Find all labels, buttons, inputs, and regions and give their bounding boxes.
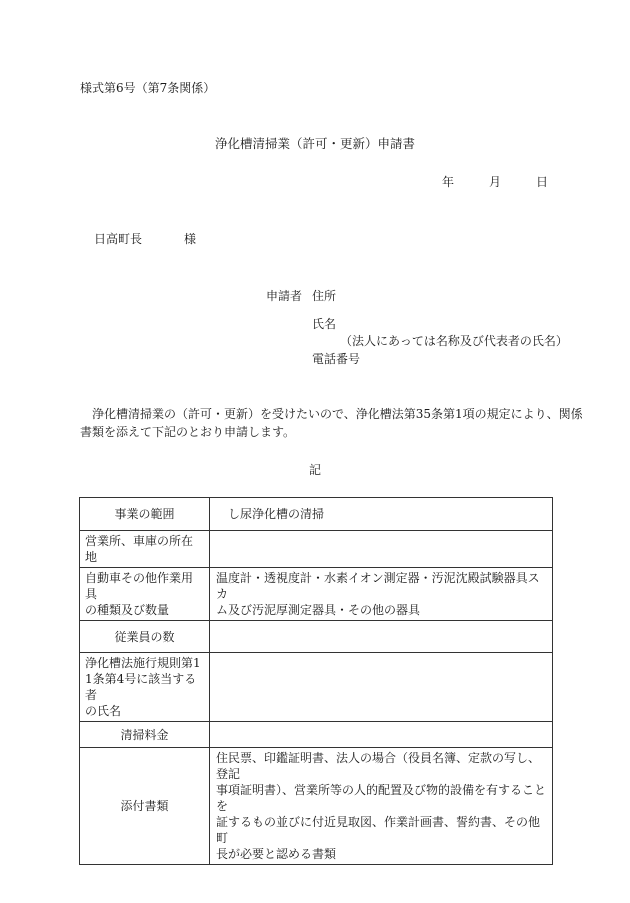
qualified-person-label-line-1: 浄化槽法施行規則第1 (85, 656, 201, 670)
date-row (0, 174, 630, 190)
attachments-value-line-4: 長が必要と認める書類 (216, 847, 337, 861)
addressee-honorific: 様 (184, 232, 197, 246)
date-day-label: 日 (536, 175, 549, 189)
form-number: 様式第6号（第7条関係） (80, 81, 216, 95)
cleaning-fee-label: 清掃料金 (80, 722, 210, 748)
employees-label: 従業員の数 (80, 621, 210, 653)
vehicles-tools-label-line-2: の種類及び数量 (85, 603, 170, 617)
qualified-person-label-line-2: 1条第4号に該当する者 (85, 672, 197, 702)
attachments-value-line-1: 住民票、印鑑証明書、法人の場合（役員名簿、定款の写し、登記 (216, 751, 541, 781)
qualified-person-value (210, 653, 553, 722)
document-title: 浄化槽清掃業（許可・更新）申請書 (214, 136, 415, 151)
attachments-value-line-2: 事項証明書）、営業所等の人的配置及び物的設備を有することを (216, 783, 547, 813)
statement-line-2: 書類を添えて下記のとおり申請します。 (80, 425, 296, 439)
office-location-value (210, 531, 553, 568)
table-row-business-scope (80, 498, 553, 531)
attachments-value-line-3: 証するもの並びに付近見取図、作業計画書、誓約書、その他町 (216, 815, 541, 845)
table-row-cleaning-fee (80, 722, 553, 748)
employees-value (210, 621, 553, 653)
applicant-name-note: （法人にあっては名称及び代表者の氏名） (340, 334, 568, 348)
statement-line-1: 浄化槽清掃業の（許可・更新）を受けたいので、浄化槽法第35条第1項の規定により、関係 (92, 407, 583, 421)
attachments-label: 添付書類 (80, 748, 210, 865)
ki-mark: 記 (308, 463, 321, 477)
vehicles-tools-value (210, 568, 553, 621)
vehicles-tools-label (80, 568, 210, 621)
business-scope-label: 事業の範囲 (80, 498, 210, 531)
table-row-attachments (80, 748, 553, 865)
date-year-label: 年 (442, 175, 455, 189)
qualified-person-label (80, 653, 210, 722)
applicant-name-label: 氏名 (312, 317, 337, 331)
application-statement (80, 405, 583, 441)
vehicles-tools-value-line-2: ム及び汚泥厚測定器具・その他の器具 (216, 603, 421, 617)
qualified-person-label-line-3: の氏名 (85, 704, 122, 718)
business-scope-value: し尿浄化槽の清掃 (210, 498, 553, 531)
office-location-label: 営業所、車庫の所在地 (80, 531, 210, 568)
table-row-employees (80, 621, 553, 653)
applicant-label: 申請者 (266, 289, 303, 303)
application-table (79, 497, 553, 865)
attachments-value (210, 748, 553, 865)
date-month-label: 月 (489, 175, 502, 189)
applicant-address-label: 住所 (312, 289, 337, 303)
cleaning-fee-value (210, 722, 553, 748)
vehicles-tools-label-line-1: 自動車その他作業用具 (85, 571, 194, 601)
addressee-name: 日高町長 (94, 232, 143, 246)
applicant-phone-label: 電話番号 (312, 352, 361, 366)
table-row-qualified-person (80, 653, 553, 722)
vehicles-tools-value-line-1: 温度計・透視度計・水素イオン測定器・汚泥沈殿試験器具スカ (216, 571, 540, 601)
table-row-office-location (80, 531, 553, 568)
table-row-vehicles-tools (80, 568, 553, 621)
